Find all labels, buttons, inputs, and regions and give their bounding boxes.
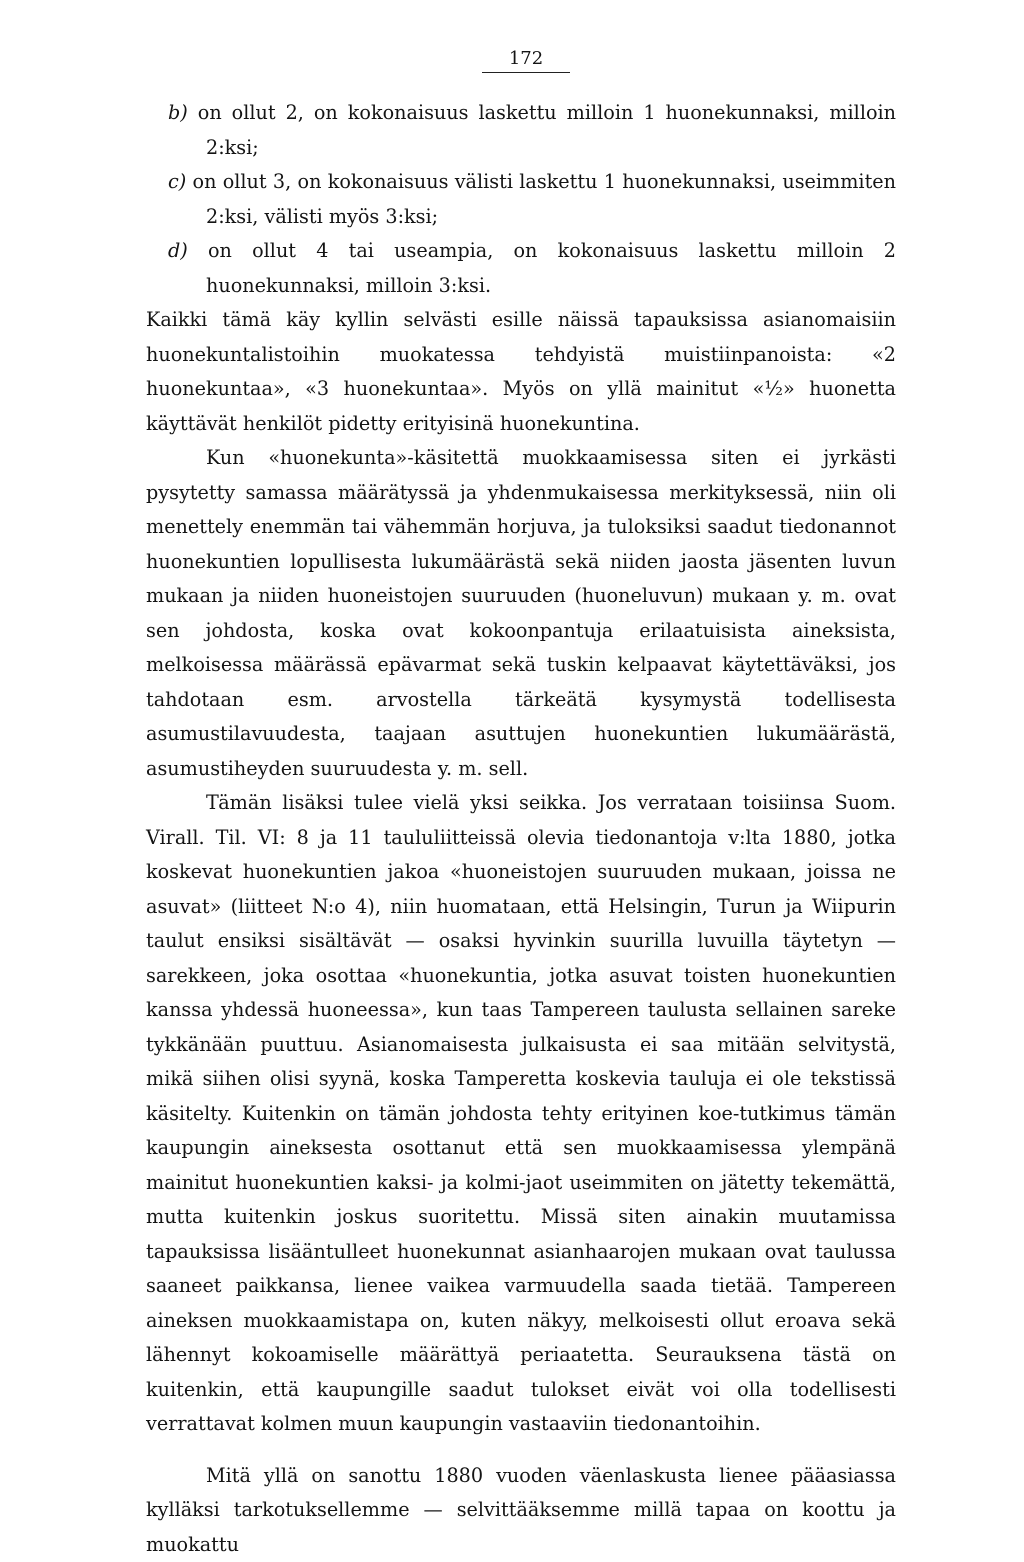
page-number: 172 bbox=[482, 48, 570, 73]
list-item-text: on ollut 2, on kokonaisuus laskettu milloin 1 huonekunnaksi, milloin 2:ksi; bbox=[188, 101, 896, 159]
list-item-c bbox=[146, 165, 896, 234]
paragraph-closing: Mitä yllä on sanottu 1880 vuoden väenlaskusta lienee pääasiassa kylläksi tarkotuksellemme — selvittääksemme millä tapaa on koottu ja muokattu bbox=[146, 1459, 896, 1562]
list-marker: c) bbox=[168, 170, 186, 193]
list-marker: b) bbox=[168, 101, 188, 124]
list-item-d bbox=[146, 234, 896, 303]
list-marker: d) bbox=[168, 239, 188, 262]
body-text bbox=[146, 96, 896, 1562]
list-item-b bbox=[146, 96, 896, 165]
paragraph-comparison: Tämän lisäksi tulee vielä yksi seikka. Jos verrataan toisiinsa Suom. Virall. Til. VI: 8 ja 11 taululiitteissä olevia tiedonantoja v:lta 1880, jotka koskevat huonekuntien jakoa «huoneistojen suuruuden mukaan, joissa ne asuvat» (liitteet N:o 4), niin huomataan, että Helsingin, Turun ja Wiipurin taulut ensiksi sisältävät — osaksi hyvinkin suurilla luvuilla täytetyn — sarekkeen, joka osottaa «huonekuntia, jotka asuvat toisten huonekuntien kanssa yhdessä huoneessa», kun taas Tampereen taulusta sellainen sareke tykkänään puuttuu. Asianomaisesta julkaisusta ei saa mitään selvitystä, mikä siihen olisi syynä, koska Tamperetta koskevia tauluja ei ole tekstissä käsitelty. Kuitenkin on tämän johdosta tehty erityinen koe-tutkimus tämän kaupungin aineksesta osottanut että sen muokkaamisessa ylempänä mainitut huonekuntien kaksi- ja kolmi-jaot useimmiten on jätetty tekemättä, mutta kuitenkin joskus suoritettu. Missä siten ainakin muutamissa tapauksissa lisääntulleet huonekunnat asianhaarojen mukaan ovat taulussa saaneet paikkansa, lienee vaikea varmuudella saada tietää. Tampereen aineksen muokkaamistapa on, kuten näkyy, melkoisesti ollut eroava sekä lähennyt kokoamiselle määrättyä periaatetta. Seurauksena tästä on kuitenkin, että kaupungille saadut tulokset eivät voi olla todellisesti verrattavat kolmen muun kaupungin vastaaviin tiedonantoihin. bbox=[146, 786, 896, 1442]
list-item-text: on ollut 4 tai useampia, on kokonaisuus laskettu milloin 2 huonekunnaksi, milloin 3:ksi. bbox=[188, 239, 896, 297]
paragraph-summary: Kaikki tämä käy kyllin selvästi esille näissä tapauksissa asianomaisiin huonekuntalistoihin muokatessa tehdyistä muistiinpanoista: «2 huonekuntaa», «3 huonekuntaa». Myös on yllä mainitut «½» huonetta käyttävät henkilöt pidetty erityisinä huonekuntina. bbox=[146, 303, 896, 441]
list-item-text: on ollut 3, on kokonaisuus välisti laskettu 1 huonekunnaksi, useimmiten 2:ksi, välisti myös 3:ksi; bbox=[186, 170, 896, 228]
paragraph-concept: Kun «huonekunta»-käsitettä muokkaamisessa siten ei jyrkästi pysytetty samassa määrätyssä ja yhdenmukaisessa merkityksessä, niin oli menettely enemmän tai vähemmän horjuva, ja tuloksiksi saadut tiedonannot huonekuntien lopullisesta lukumäärästä sekä niiden jaosta jäsenten luvun mukaan ja niiden huoneistojen suuruuden (huoneluvun) mukaan y. m. ovat sen johdosta, koska ovat kokoonpantuja erilaatuisista aineksista, melkoisessa määrässä epävarmat sekä tuskin kelpaavat käytettäväksi, jos tahdotaan esm. arvostella tärkeätä kysymystä todellisesta asumustilavuudesta, taajaan asuttujen huonekuntien lukumäärästä, asumustiheyden suuruudesta y. m. sell. bbox=[146, 441, 896, 786]
